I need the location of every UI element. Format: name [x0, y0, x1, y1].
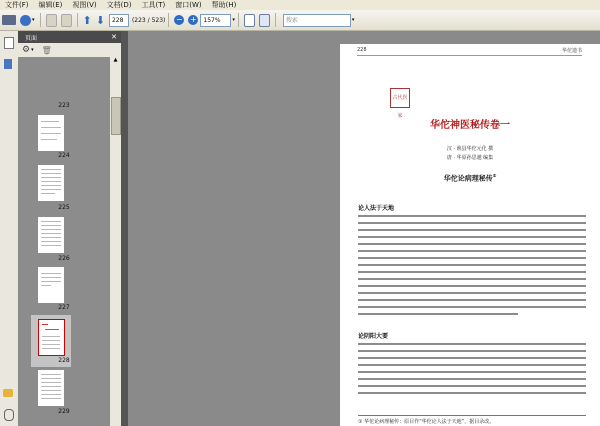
toolbar-separator: [275, 13, 276, 27]
page-thumbnail-selected[interactable]: [38, 319, 65, 356]
thumbnail-scrollbar[interactable]: [110, 57, 121, 426]
menu-window[interactable]: 窗口(W): [175, 1, 202, 9]
thumbnail-label: 224: [58, 152, 70, 159]
thumbnail-label: 229: [58, 408, 70, 415]
thumbnail-label: 226: [58, 255, 70, 262]
scrollbar-thumb[interactable]: [111, 97, 121, 135]
thumbnail-label: 225: [58, 204, 70, 211]
zoom-select[interactable]: 157%: [200, 14, 231, 27]
navigation-strip: [0, 31, 19, 426]
running-head-left: 228: [357, 47, 367, 53]
footnote: ① 华佗论病理秘传：原目作“华佗论人法于天地”，据目录改。: [358, 415, 586, 425]
author-line-1: 汉 · 谯县华佗元化 撰: [446, 146, 494, 152]
arrow-up-icon: ⬆: [82, 13, 92, 27]
scroll-up-icon[interactable]: ▲: [113, 57, 118, 63]
menu-help[interactable]: 帮助(H): [211, 1, 237, 9]
section-heading: 论人法于天地: [358, 205, 395, 212]
options-button[interactable]: [22, 45, 34, 55]
pages-icon[interactable]: [4, 37, 14, 49]
zoom-in-button[interactable]: [188, 13, 198, 27]
page-thumbnail[interactable]: [38, 267, 64, 303]
body-paragraph: [358, 215, 586, 320]
fit-width-button[interactable]: [259, 13, 270, 27]
search-input[interactable]: 搜索: [283, 14, 351, 27]
fit-page-icon: [244, 14, 255, 27]
hand-tool-button[interactable]: [46, 13, 57, 27]
page-thumbnail[interactable]: [38, 217, 64, 253]
hand-icon: [46, 14, 57, 27]
fit-page-button[interactable]: [244, 13, 255, 27]
subtitle-text: 华佗论病理秘传: [443, 173, 493, 183]
document-page: [340, 44, 600, 426]
pages-panel: [18, 31, 121, 426]
footnote-marker: ①: [492, 173, 497, 178]
arrow-down-icon: ⬇: [95, 13, 105, 27]
thumbnail-label: 228: [58, 357, 70, 364]
print-icon: [2, 15, 16, 25]
menu-file[interactable]: 文件(F): [5, 1, 29, 9]
page-number-input[interactable]: 228: [109, 14, 129, 27]
chevron-down-icon[interactable]: ▾: [351, 17, 355, 23]
chevron-down-icon: ▾: [31, 47, 34, 53]
menu-edit[interactable]: 编辑(E): [38, 1, 63, 9]
chevron-down-icon: ▾: [32, 17, 35, 23]
select-icon: [61, 14, 72, 27]
share-icon: [20, 15, 31, 26]
thumbnail-label: 223: [58, 102, 70, 109]
toolbar-separator: [40, 13, 41, 27]
pages-panel-title: 页面: [25, 34, 38, 42]
author-line-2: 唐 · 华原孙思邈 编集: [446, 155, 494, 161]
comments-icon[interactable]: [3, 389, 13, 397]
trash-icon: 🗑: [41, 45, 52, 55]
body-paragraph: [358, 343, 586, 399]
attachments-icon[interactable]: [4, 409, 14, 421]
section-heading: 论阴阳大要: [358, 333, 389, 340]
print-button[interactable]: [2, 13, 16, 27]
page-thumbnail[interactable]: [38, 370, 64, 406]
toolbar-separator: [77, 13, 78, 27]
share-button[interactable]: [20, 13, 35, 27]
document-viewer[interactable]: [128, 31, 600, 426]
gear-icon: ⚙: [22, 45, 31, 55]
pages-panel-toolbar: [18, 43, 121, 58]
fit-width-icon: [259, 14, 270, 27]
prev-page-button[interactable]: [83, 13, 92, 27]
panel-splitter[interactable]: [121, 31, 128, 426]
menu-tools[interactable]: 工具(T): [141, 1, 166, 9]
zoom-out-button[interactable]: [174, 13, 184, 27]
chevron-down-icon[interactable]: ▾: [232, 17, 235, 23]
running-head-right: 华佗遗书: [561, 48, 582, 54]
pages-panel-header: [18, 31, 121, 43]
zoom-out-icon: −: [176, 15, 183, 24]
next-page-button[interactable]: [96, 13, 105, 27]
toolbar-separator: [238, 13, 239, 27]
toolbar-separator: [168, 13, 169, 27]
thumbnail-label: 227: [58, 304, 70, 311]
chapter-title: 华佗神医秘传卷一: [430, 120, 510, 131]
thumbnail-list: [18, 57, 110, 426]
bookmarks-icon[interactable]: [4, 59, 12, 69]
close-icon[interactable]: ✕: [111, 33, 117, 41]
running-header: [357, 47, 582, 56]
page-thumbnail[interactable]: [38, 115, 64, 151]
menu-view[interactable]: 视图(V): [72, 1, 97, 9]
delete-page-button[interactable]: [42, 46, 52, 55]
page-count-label: (223 / 523): [131, 16, 166, 24]
section-subtitle: [340, 173, 600, 183]
menu-document[interactable]: 文档(D): [106, 1, 132, 9]
toolbar: [0, 10, 600, 31]
zoom-in-icon: +: [190, 15, 197, 24]
chapter-stamp: 古代医家: [390, 88, 410, 108]
select-tool-button[interactable]: [61, 13, 72, 27]
page-thumbnail[interactable]: [38, 165, 64, 201]
